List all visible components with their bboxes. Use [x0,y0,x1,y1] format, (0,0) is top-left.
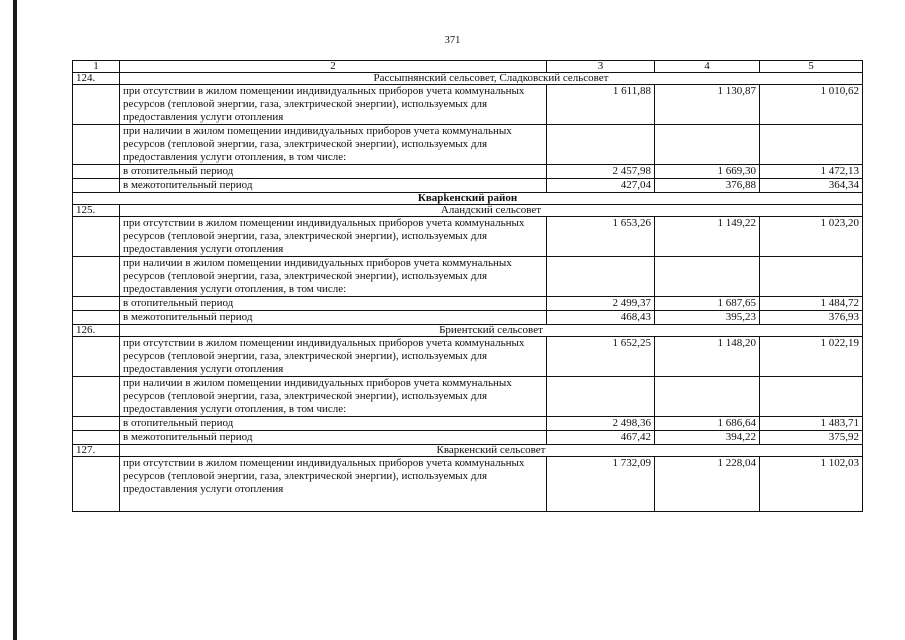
row-label-absent: при отсутствии в жилом помещении индивидуальных приборов учета коммунальных ресурсов (тепловой энергии, газа, электрической энергии), используемых для предоставления услуги отопления [120,337,547,377]
table-row [73,377,863,417]
value-col3: 468,43 [547,311,655,325]
section-row [73,325,863,337]
row-label-absent: при отсутствии в жилом помещении индивидуальных приборов учета коммунальных ресурсов (тепловой энергии, газа, электрической энергии), используемых для предоставления услуги отопления [120,217,547,257]
section-index: 124. [73,73,120,85]
table-row [73,417,863,431]
section-row [73,445,863,457]
table-row [73,165,863,179]
value-col5: 1 484,72 [760,297,863,311]
value-col5: 375,92 [760,431,863,445]
row-label-present: при наличии в жилом помещении индивидуальных приборов учета коммунальных ресурсов (тепловой энергии, газа, электрической энергии), используемых для предоставления услуги отопления, в том числе: [120,377,547,417]
col-header-1: 1 [73,61,120,73]
value-col5: 1 472,13 [760,165,863,179]
value-col3: 467,42 [547,431,655,445]
col-header-2: 2 [120,61,547,73]
table-row [73,217,863,257]
district-heading-row [73,193,863,205]
value-col3: 1 652,25 [547,337,655,377]
section-row [73,73,863,85]
value-col5: 1 483,71 [760,417,863,431]
value-col4: 1 130,87 [655,85,760,125]
col-header-5: 5 [760,61,863,73]
value-col3: 2 457,98 [547,165,655,179]
row-label-absent: при отсутствии в жилом помещении индивидуальных приборов учета коммунальных ресурсов (тепловой энергии, газа, электрической энергии), используемых для предоставления услуги отопления [120,457,547,512]
table-row [73,297,863,311]
value-col4: 1 686,64 [655,417,760,431]
row-label-nonheating: в межотопительный период [120,431,547,445]
row-label-present: при наличии в жилом помещении индивидуальных приборов учета коммунальных ресурсов (тепловой энергии, газа, электрической энергии), используемых для предоставления услуги отопления, в том числе: [120,125,547,165]
col-header-4: 4 [655,61,760,73]
value-col4: 395,23 [655,311,760,325]
table-row [73,337,863,377]
section-title: Аландский сельсовет [120,205,863,217]
value-col4: 1 148,20 [655,337,760,377]
scan-edge-bar [13,0,17,640]
value-col5: 1 023,20 [760,217,863,257]
row-label-absent: при отсутствии в жилом помещении индивидуальных приборов учета коммунальных ресурсов (тепловой энергии, газа, электрической энергии), используемых для предоставления услуги отопления [120,85,547,125]
value-col4: 376,88 [655,179,760,193]
table-row [73,179,863,193]
value-col3: 2 498,36 [547,417,655,431]
column-header-row [73,61,863,73]
row-label-nonheating: в межотопительный период [120,179,547,193]
row-label-nonheating: в межотопительный период [120,311,547,325]
value-col4: 1 228,04 [655,457,760,512]
section-title: Бриентский сельсовет [120,325,863,337]
row-label-heating: в отопительный период [120,417,547,431]
value-col3: 1 611,88 [547,85,655,125]
value-col5: 364,34 [760,179,863,193]
value-col3: 2 499,37 [547,297,655,311]
section-title: Рассыпнянский сельсовет, Сладковский сельсовет [120,73,863,85]
district-heading: Кварkенский район [73,193,863,205]
value-col3: 1 732,09 [547,457,655,512]
table-row [73,125,863,165]
table-row [73,85,863,125]
page-number: 371 [444,35,461,46]
col-header-3: 3 [547,61,655,73]
row-label-present: при наличии в жилом помещении индивидуальных приборов учета коммунальных ресурсов (тепловой энергии, газа, электрической энергии), используемых для предоставления услуги отопления, в том числе: [120,257,547,297]
tariff-table [72,60,863,512]
value-col5: 376,93 [760,311,863,325]
value-col5: 1 022,19 [760,337,863,377]
row-label-heating: в отопительный период [120,165,547,179]
section-index: 127. [73,445,120,457]
value-col4: 1 669,30 [655,165,760,179]
table-row [73,431,863,445]
value-col5: 1 010,62 [760,85,863,125]
table-row [73,311,863,325]
value-col3: 1 653,26 [547,217,655,257]
value-col5: 1 102,03 [760,457,863,512]
value-col4: 1 687,65 [655,297,760,311]
section-index: 125. [73,205,120,217]
table-row [73,457,863,512]
section-row [73,205,863,217]
value-col4: 1 149,22 [655,217,760,257]
value-col4: 394,22 [655,431,760,445]
section-title: Кваркенский сельсовет [120,445,863,457]
table-row [73,257,863,297]
value-col3: 427,04 [547,179,655,193]
row-label-heating: в отопительный период [120,297,547,311]
section-index: 126. [73,325,120,337]
